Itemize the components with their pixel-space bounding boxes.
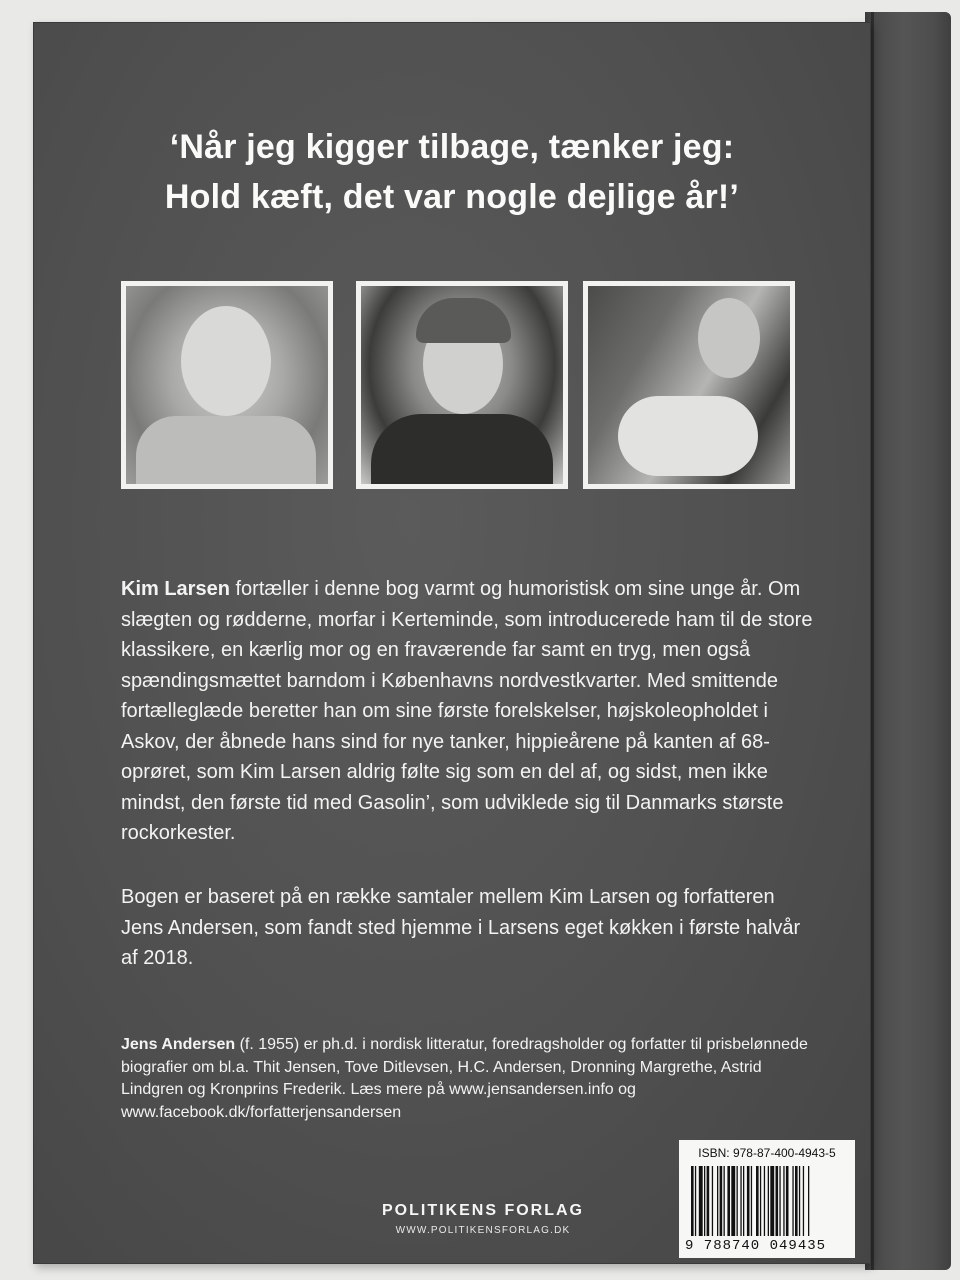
author-name: Jens Andersen — [121, 1036, 236, 1053]
isbn-text: ISBN: 978-87-400-4943-5 — [698, 1146, 836, 1160]
publisher-name: POLITIKENS FORLAG — [382, 1202, 584, 1219]
barcode-icon — [691, 1166, 847, 1236]
book-back-cover — [33, 22, 871, 1264]
barcode-label — [679, 1140, 855, 1258]
blurb-paragraph-2: Bogen er baseret på en række samtaler mellem Kim Larsen og forfatteren Jens Andersen, som fandt sted hjemme i Larsens eget køkken i første halvår af 2018. — [121, 886, 801, 969]
blurb-name: Kim Larsen — [121, 578, 230, 600]
author-bio-text: (f. 1955) er ph.d. i nordisk litteratur, foredragsholder og forfatter til prisbelønnede biografier om bl.a. Thit Jensen, Tove Ditlevsen, H.C. Andersen, Dronning Margrethe, Astrid Lindgren og Kronprins Frederik. Læs mere på www.jensandersen.info og www.facebook.dk/forfatterjensandersen — [121, 1036, 808, 1121]
book-spine — [865, 12, 951, 1270]
cover-quote — [33, 122, 871, 222]
quote-line-1: ‘Når jeg kigger tilbage, tænker jeg: — [169, 128, 735, 166]
quote-line-2: Hold kæft, det var nogle dejlige år!’ — [164, 178, 740, 216]
photo-guitarist — [583, 281, 795, 489]
blurb-paragraph-1 — [121, 574, 821, 849]
photo-child — [121, 281, 333, 489]
publisher-url: WWW.POLITIKENSFORLAG.DK — [395, 1225, 571, 1236]
barcode-digits: 9 788740 049435 — [685, 1238, 827, 1254]
blurb-text-1: fortæller i denne bog varmt og humoristisk om sine unge år. Om slægten og rødderne, morfar i Kerteminde, som introducerede ham til de store klassikere, en kærlig mor og en fraværende far samt en tryg, men også spændingsmættet barndom i Københavns nordvestkvarter. Med smittende fortælleglæde beretter han om sine første forelskelser, højskoleopholdet i Askov, der åbnede hans sind for nye tanker, hippieårene på kanten af 68-oprøret, som Kim Larsen aldrig følte sig som en del af, og sidst, men ikke mindst, den første tid med Gasolin’, som udviklede sig til Danmarks største rockorkester. — [121, 578, 813, 844]
photo-teenager — [356, 281, 568, 489]
author-bio — [121, 1034, 821, 1124]
